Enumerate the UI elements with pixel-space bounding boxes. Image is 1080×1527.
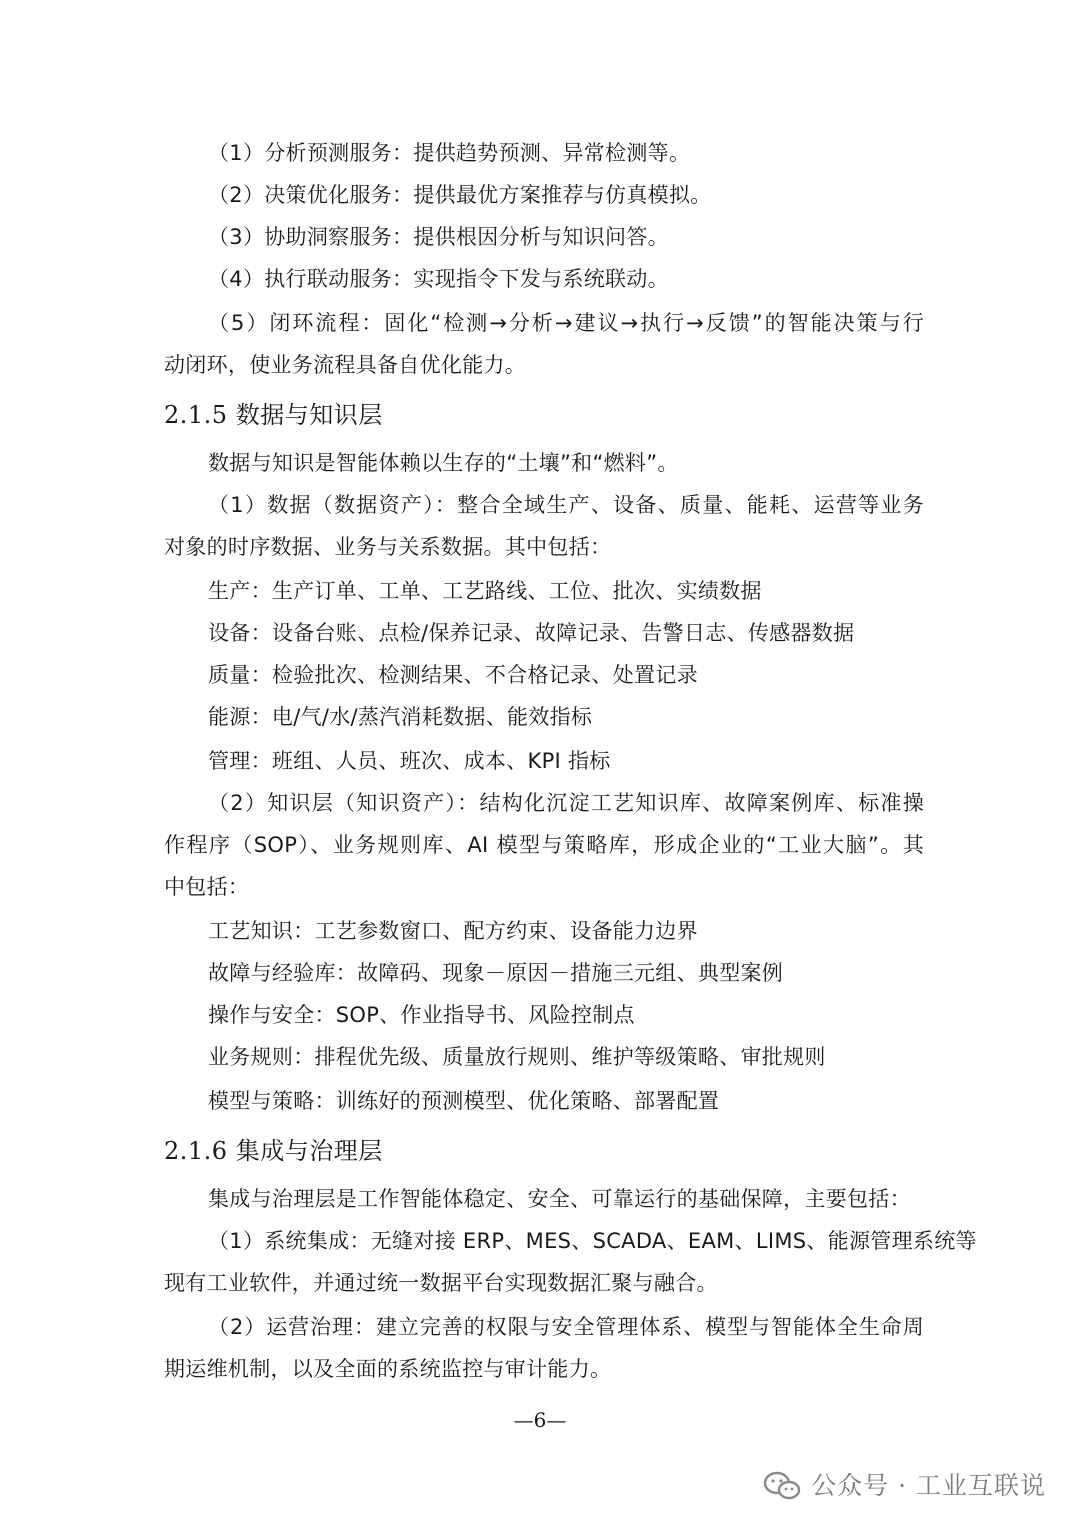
paragraph-operations-governance-line2: 期运维机制，以及全面的系统监控与审计能力。 xyxy=(164,1357,612,1381)
list-item-production: 生产：生产订单、工单、工艺路线、工位、批次、实绩数据 xyxy=(208,579,762,603)
list-item-energy: 能源：电/气/水/蒸汽消耗数据、能效指标 xyxy=(208,705,593,729)
section-heading-2-1-5: 2.1.5 数据与知识层 xyxy=(164,401,383,429)
paragraph-knowledge-assets-line1: （2）知识层（知识资产）：结构化沉淀工艺知识库、故障案例库、标准操 xyxy=(208,791,924,815)
paragraph-closed-loop-line1: （5）闭环流程：固化“检测→分析→建议→执行→反馈”的智能决策与行 xyxy=(208,311,924,335)
paragraph-knowledge-assets-line2: 作程序（SOP）、业务规则库、AI 模型与策略库，形成企业的“工业大脑”。其 xyxy=(164,833,924,857)
paragraph-execution-service: （4）执行联动服务：实现指令下发与系统联动。 xyxy=(208,267,669,291)
paragraph-operations-governance-line1: （2）运营治理：建立完善的权限与安全管理体系、模型与智能体全生命周 xyxy=(208,1315,924,1339)
page-number: —6— xyxy=(513,1408,567,1432)
list-item-process-knowledge: 工艺知识：工艺参数窗口、配方约束、设备能力边界 xyxy=(208,919,698,943)
paragraph-closed-loop-line2: 动闭环，使业务流程具备自优化能力。 xyxy=(164,353,527,377)
list-item-management: 管理：班组、人员、班次、成本、KPI 指标 xyxy=(208,749,611,773)
paragraph-system-integration-line2: 现有工业软件，并通过统一数据平台实现数据汇聚与融合。 xyxy=(164,1271,718,1295)
list-item-equipment: 设备：设备台账、点检/保养记录、故障记录、告警日志、传感器数据 xyxy=(208,621,855,645)
list-item-operation-safety: 操作与安全：SOP、作业指导书、风险控制点 xyxy=(208,1003,635,1027)
paragraph-integration-intro: 集成与治理层是工作智能体稳定、安全、可靠运行的基础保障，主要包括： xyxy=(208,1187,911,1211)
list-item-business-rules: 业务规则：排程优先级、质量放行规则、维护等级策略、审批规则 xyxy=(208,1045,826,1069)
paragraph-knowledge-assets-line3: 中包括： xyxy=(164,875,250,899)
watermark xyxy=(763,1466,1046,1506)
list-item-fault-experience: 故障与经验库：故障码、现象－原因－措施三元组、典型案例 xyxy=(208,961,784,985)
watermark-text: 公众号 · 工业互联说 xyxy=(811,1471,1046,1500)
wechat-icon xyxy=(763,1471,801,1501)
paragraph-system-integration-line1: （1）系统集成：无缝对接 ERP、MES、SCADA、EAM、LIMS、能源管理系统等 xyxy=(208,1229,977,1253)
section-heading-2-1-6: 2.1.6 集成与治理层 xyxy=(164,1137,383,1165)
paragraph-analysis-service: （1）分析预测服务：提供趋势预测、异常检测等。 xyxy=(208,141,691,165)
paragraph-data-assets-line2: 对象的时序数据、业务与关系数据。其中包括： xyxy=(164,535,612,559)
paragraph-data-knowledge-intro: 数据与知识是智能体赖以生存的“土壤”和“燃料”。 xyxy=(208,451,679,475)
paragraph-decision-service: （2）决策优化服务：提供最优方案推荐与仿真模拟。 xyxy=(208,183,712,207)
list-item-models-strategies: 模型与策略：训练好的预测模型、优化策略、部署配置 xyxy=(208,1089,720,1113)
paragraph-data-assets-line1: （1）数据（数据资产）：整合全域生产、设备、质量、能耗、运营等业务 xyxy=(208,493,924,517)
list-item-quality: 质量：检验批次、检测结果、不合格记录、处置记录 xyxy=(208,663,698,687)
paragraph-insight-service: （3）协助洞察服务：提供根因分析与知识问答。 xyxy=(208,225,669,249)
